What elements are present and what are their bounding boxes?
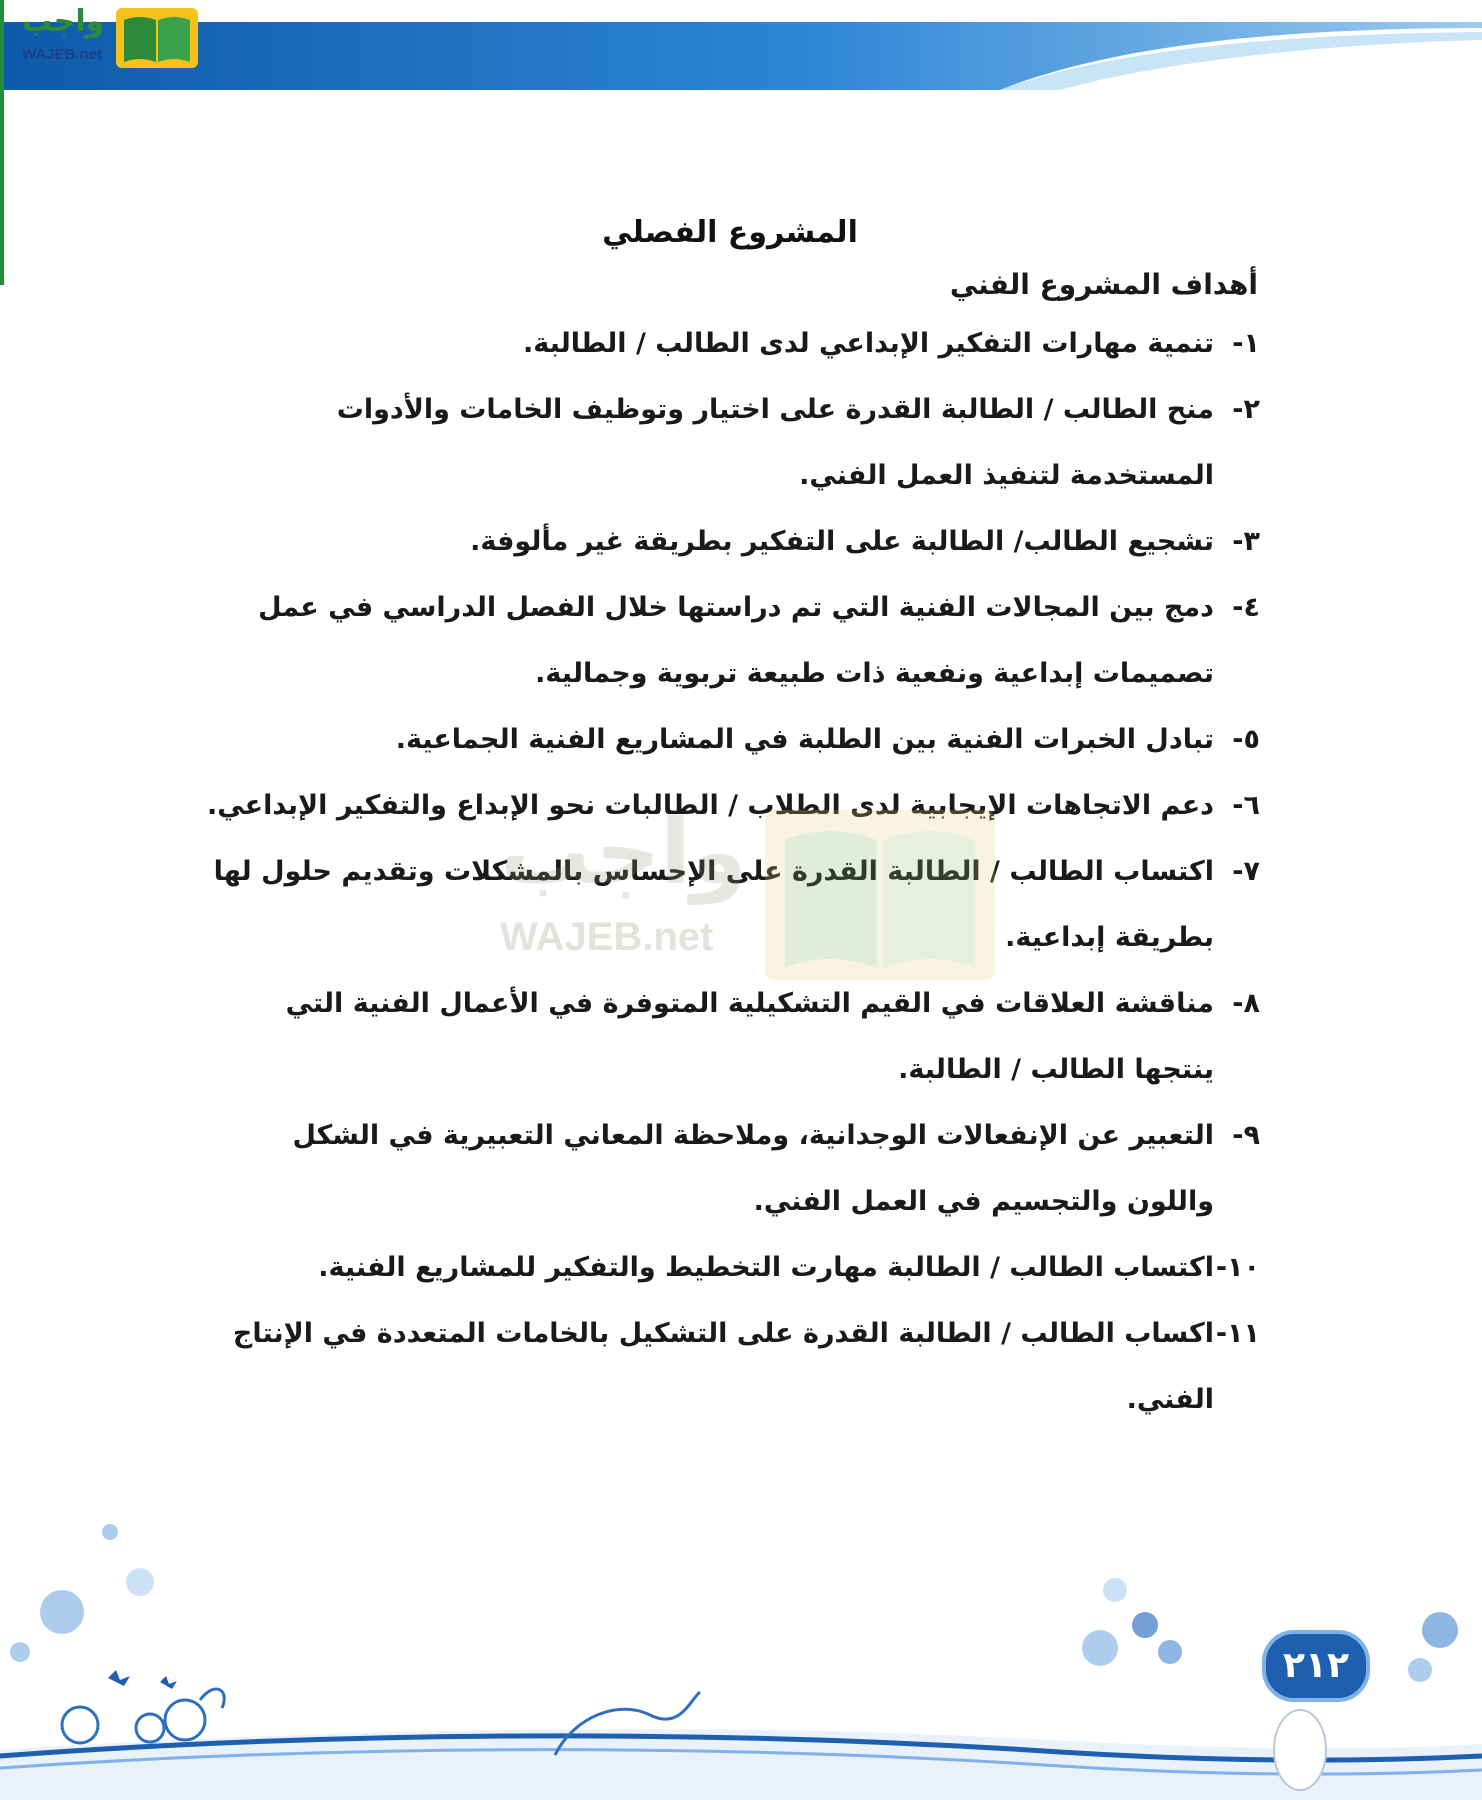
item-text: دعم الاتجاهات الإيجابية لدى الطلاب / الطالبات نحو الإبداع والتفكير الإبداعي.	[207, 790, 1214, 821]
item-text: اكساب الطالب / الطالبة القدرة على التشكيل بالخامات المتعددة في الإنتاج الفني.	[232, 1318, 1214, 1415]
list-item	[200, 509, 1260, 575]
item-text: تنمية مهارات التفكير الإبداعي لدى الطالب / الطالبة.	[522, 328, 1214, 359]
main-content	[200, 215, 1260, 1433]
watermark-arabic-text: واجب	[500, 800, 747, 905]
item-number: ٧-	[1232, 856, 1260, 887]
book-icon	[116, 8, 198, 68]
watermark-english-text: WAJEB.net	[500, 915, 714, 959]
item-number: ١١-	[1215, 1318, 1260, 1349]
item-number: ١-	[1232, 328, 1260, 359]
item-number: ٥-	[1232, 724, 1260, 755]
item-number: ٤-	[1232, 592, 1260, 623]
page-title: المشروع الفصلي	[602, 215, 858, 250]
item-text: مناقشة العلاقات في القيم التشكيلية المتوفرة في الأعمال الفنية التي ينتجها الطالب / الطالبة.	[285, 988, 1214, 1085]
list-item	[200, 839, 1260, 971]
item-text: تبادل الخبرات الفنية بين الطلبة في المشاريع الفنية الجماعية.	[395, 724, 1214, 755]
list-item	[200, 311, 1260, 377]
site-logo[interactable]	[10, 4, 190, 66]
page-number-badge: ٢١٢	[1262, 1630, 1370, 1702]
logo-arabic-text: واجب	[22, 4, 105, 39]
list-item	[200, 1235, 1260, 1301]
left-margin-rule	[0, 0, 4, 285]
item-number: ٩-	[1232, 1120, 1260, 1151]
item-text: دمج بين المجالات الفنية التي تم دراستها خلال الفصل الدراسي في عمل تصميمات إبداعية ونفعية ذات طبيعة تربوية وجمالية.	[258, 592, 1214, 689]
item-text: منح الطالب / الطالبة القدرة على اختيار وتوظيف الخامات والأدوات المستخدمة لتنفيذ العمل الفني.	[336, 394, 1214, 491]
header-band	[0, 22, 1482, 90]
goals-list	[200, 311, 1260, 1433]
item-text: اكتساب الطالب / الطالبة مهارت التخطيط والتفكير للمشاريع الفنية.	[318, 1252, 1214, 1283]
item-number: ٣-	[1232, 526, 1260, 557]
list-item	[200, 773, 1260, 839]
item-number: ١٠-	[1215, 1252, 1260, 1283]
logo-english-text: WAJEB.net	[22, 46, 103, 63]
item-text: تشجيع الطالب/ الطالبة على التفكير بطريقة غير مألوفة.	[470, 526, 1214, 557]
item-number: ٢-	[1232, 394, 1260, 425]
item-text: التعبير عن الإنفعالات الوجدانية، وملاحظة المعاني التعبيرية في الشكل واللون والتجسيم في العمل الفني.	[292, 1120, 1214, 1217]
list-item	[200, 1301, 1260, 1433]
item-text: اكتساب الطالب / الطالبة القدرة على الإحساس بالمشكلات وتقديم حلول لها بطريقة إبداعية.	[213, 856, 1214, 953]
list-item	[200, 971, 1260, 1103]
list-item	[200, 707, 1260, 773]
item-number: ٦-	[1232, 790, 1260, 821]
section-subtitle: أهداف المشروع الفني	[949, 268, 1258, 301]
footer-decoration	[0, 1520, 1482, 1800]
list-item	[200, 575, 1260, 707]
item-number: ٨-	[1232, 988, 1260, 1019]
list-item	[200, 377, 1260, 509]
list-item	[200, 1103, 1260, 1235]
